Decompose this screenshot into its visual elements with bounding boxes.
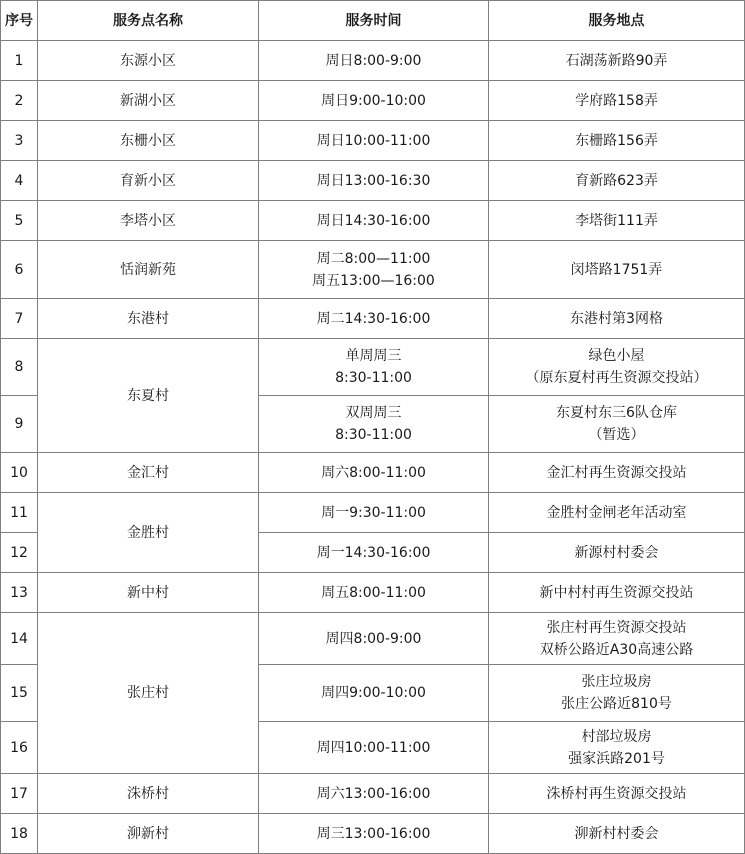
service-point-name: 东夏村 xyxy=(38,339,259,453)
table-row xyxy=(1,121,745,161)
service-location-line: 泖新村村委会 xyxy=(574,825,659,842)
service-time xyxy=(259,722,489,774)
service-location xyxy=(489,339,745,396)
header-service-location: 服务地点 xyxy=(489,1,745,41)
service-time xyxy=(259,613,489,665)
row-index: 18 xyxy=(1,814,38,854)
service-location xyxy=(489,41,745,81)
row-index: 1 xyxy=(1,41,38,81)
service-time-line: 周四8:00-9:00 xyxy=(325,630,422,647)
service-location-line: 东栅路156弄 xyxy=(575,132,658,149)
row-index: 10 xyxy=(1,453,38,493)
service-time-line: 周二8:00—11:00 xyxy=(316,250,431,267)
service-time-line: 双周周三 xyxy=(345,405,402,421)
service-location-line: 新源村村委会 xyxy=(574,544,659,561)
service-location xyxy=(489,201,745,241)
service-time-line: 周四9:00-10:00 xyxy=(321,685,426,701)
service-time-line: 8:30-11:00 xyxy=(335,370,412,386)
row-index: 3 xyxy=(1,121,38,161)
service-location-line: 强家浜路201号 xyxy=(568,750,665,767)
service-location xyxy=(489,493,745,533)
service-location-line: 李塔街111弄 xyxy=(575,212,658,229)
service-point-name: 育新小区 xyxy=(38,161,259,201)
service-time xyxy=(259,121,489,161)
service-time xyxy=(259,241,489,299)
service-time-line: 周三13:00-16:00 xyxy=(316,825,431,842)
service-time xyxy=(259,161,489,201)
service-time-line: 8:30-11:00 xyxy=(335,427,412,443)
service-point-name: 洙桥村 xyxy=(38,774,259,814)
service-point-name: 新湖小区 xyxy=(38,81,259,121)
service-time xyxy=(259,533,489,573)
service-location xyxy=(489,453,745,493)
service-location-line: 张庄垃圾房 xyxy=(581,674,652,690)
service-location-line: 双桥公路近A30高速公路 xyxy=(539,641,694,658)
service-point-name: 东港村 xyxy=(38,299,259,339)
service-location-line: 金汇村再生资源交投站 xyxy=(546,464,687,481)
service-location xyxy=(489,774,745,814)
row-index: 16 xyxy=(1,722,38,774)
header-service-point-name: 服务点名称 xyxy=(38,1,259,41)
service-point-name: 李塔小区 xyxy=(38,201,259,241)
service-location xyxy=(489,665,745,722)
service-location xyxy=(489,613,745,665)
service-location xyxy=(489,121,745,161)
table-row xyxy=(1,41,745,81)
service-location xyxy=(489,722,745,774)
service-location-line: 东夏村东三6队仓库 xyxy=(556,405,677,421)
service-location xyxy=(489,241,745,299)
service-location xyxy=(489,814,745,854)
row-index: 7 xyxy=(1,299,38,339)
service-time xyxy=(259,41,489,81)
service-time-line: 周五8:00-11:00 xyxy=(321,584,426,601)
service-location xyxy=(489,533,745,573)
service-point-name: 泖新村 xyxy=(38,814,259,854)
table-header-row xyxy=(1,1,745,41)
service-location-line: 张庄公路近810号 xyxy=(561,696,672,712)
table-row xyxy=(1,814,745,854)
service-time xyxy=(259,774,489,814)
row-index: 4 xyxy=(1,161,38,201)
service-point-name: 恬润新苑 xyxy=(38,241,259,299)
table-row xyxy=(1,201,745,241)
service-time-line: 周一9:30-11:00 xyxy=(321,504,426,521)
service-time xyxy=(259,81,489,121)
service-time xyxy=(259,814,489,854)
service-time xyxy=(259,396,489,453)
service-time-line: 周日8:00-9:00 xyxy=(325,52,422,69)
service-location xyxy=(489,81,745,121)
table-row xyxy=(1,453,745,493)
service-location-line: 学府路158弄 xyxy=(575,92,658,109)
service-location-line: 洙桥村再生资源交投站 xyxy=(546,785,687,802)
service-location-line: 绿色小屋 xyxy=(588,348,645,364)
service-time-line: 周日10:00-11:00 xyxy=(316,132,431,149)
table-row xyxy=(1,613,745,665)
table-row xyxy=(1,299,745,339)
service-time-line: 单周周三 xyxy=(345,348,402,364)
row-index: 14 xyxy=(1,613,38,665)
service-time-line: 周四10:00-11:00 xyxy=(316,739,431,756)
service-time xyxy=(259,573,489,613)
service-time-line: 周六8:00-11:00 xyxy=(321,464,426,481)
service-location-line: 石湖荡新路90弄 xyxy=(565,52,668,69)
service-location-line: （原东夏村再生资源交投站） xyxy=(525,370,708,386)
row-index: 11 xyxy=(1,493,38,533)
service-time xyxy=(259,299,489,339)
table-row xyxy=(1,493,745,533)
service-point-name: 东源小区 xyxy=(38,41,259,81)
service-location-line: 张庄村再生资源交投站 xyxy=(546,619,687,636)
service-point-name: 张庄村 xyxy=(38,613,259,774)
row-index: 13 xyxy=(1,573,38,613)
service-point-name: 金汇村 xyxy=(38,453,259,493)
row-index: 15 xyxy=(1,665,38,722)
service-location-line: 育新路623弄 xyxy=(575,172,658,189)
service-time xyxy=(259,493,489,533)
service-time xyxy=(259,339,489,396)
service-location-line: 东港村第3网格 xyxy=(570,310,663,327)
service-time-line: 周五13:00—16:00 xyxy=(312,272,435,289)
service-location xyxy=(489,396,745,453)
service-location xyxy=(489,299,745,339)
service-time-line: 周一14:30-16:00 xyxy=(316,544,431,561)
table-row xyxy=(1,573,745,613)
service-time xyxy=(259,201,489,241)
service-time-line: 周日9:00-10:00 xyxy=(321,92,426,109)
table-row xyxy=(1,241,745,299)
service-time-line: 周日14:30-16:00 xyxy=(316,212,431,229)
service-location-line: 新中村村再生资源交投站 xyxy=(539,584,694,601)
row-index: 9 xyxy=(1,396,38,453)
row-index: 6 xyxy=(1,241,38,299)
service-location-line: 金胜村金闸老年活动室 xyxy=(546,504,687,521)
service-point-name: 新中村 xyxy=(38,573,259,613)
service-time xyxy=(259,453,489,493)
service-point-name: 金胜村 xyxy=(38,493,259,573)
service-location xyxy=(489,573,745,613)
service-point-name: 东栅小区 xyxy=(38,121,259,161)
row-index: 12 xyxy=(1,533,38,573)
table-row xyxy=(1,161,745,201)
service-location-line: 村部垃圾房 xyxy=(581,728,652,745)
service-location-line: 闵塔路1751弄 xyxy=(570,261,663,278)
row-index: 8 xyxy=(1,339,38,396)
table-row xyxy=(1,81,745,121)
row-index: 5 xyxy=(1,201,38,241)
service-location xyxy=(489,161,745,201)
table-row xyxy=(1,339,745,396)
service-time-line: 周六13:00-16:00 xyxy=(316,785,431,802)
table-row xyxy=(1,774,745,814)
service-time xyxy=(259,665,489,722)
header-service-time: 服务时间 xyxy=(259,1,489,41)
service-time-line: 周日13:00-16:30 xyxy=(316,172,431,189)
row-index: 2 xyxy=(1,81,38,121)
row-index: 17 xyxy=(1,774,38,814)
service-time-line: 周二14:30-16:00 xyxy=(316,310,431,327)
header-index: 序号 xyxy=(1,1,38,41)
service-location-line: （暂选） xyxy=(588,427,645,443)
